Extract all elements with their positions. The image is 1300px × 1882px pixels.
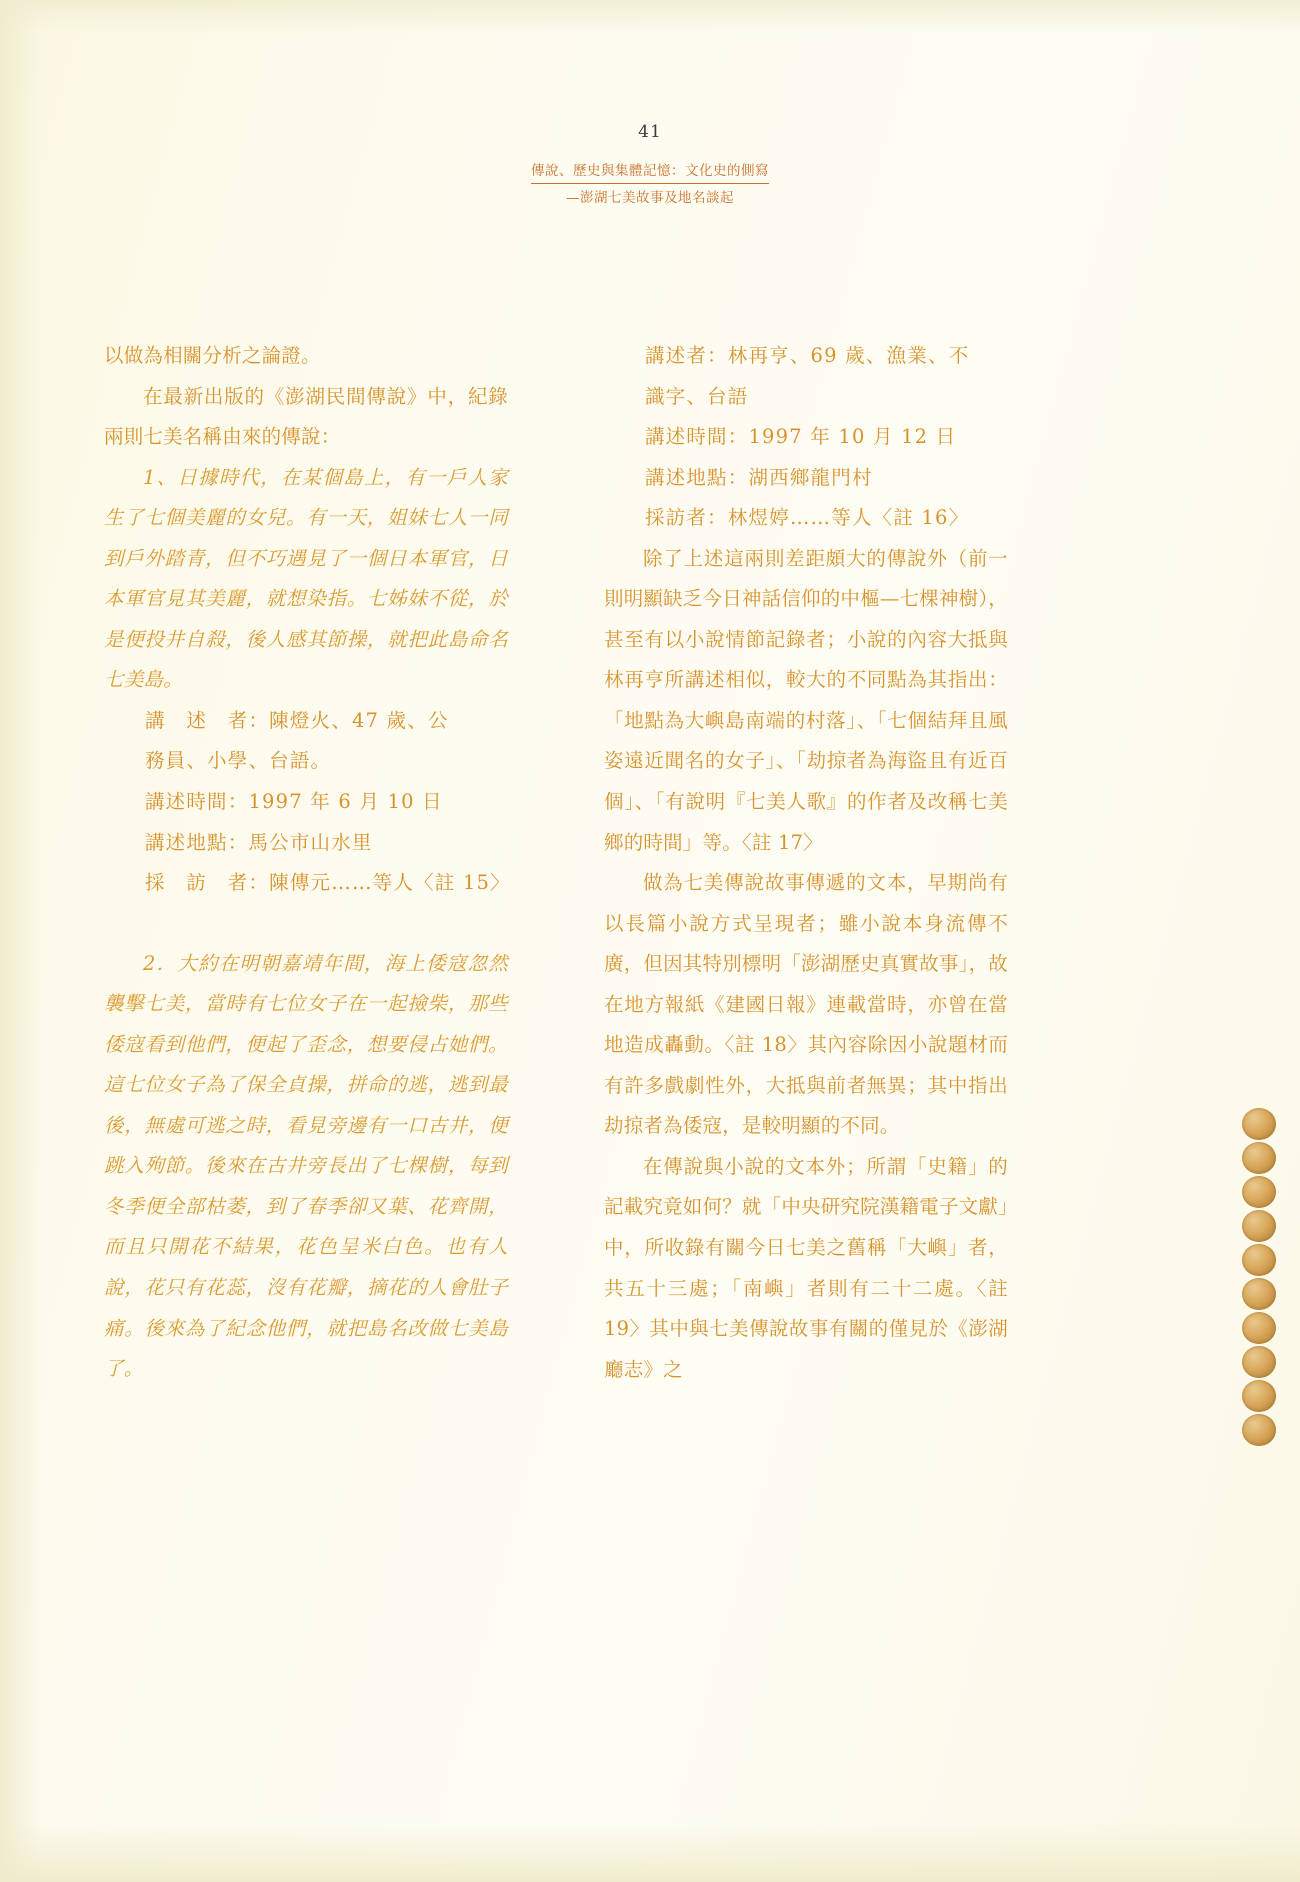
tale-1-time: 講述時間：1997 年 6 月 10 日 — [144, 790, 443, 814]
running-head — [0, 160, 1300, 210]
tale-2-place: 講述地點：湖西鄉龍門村 — [644, 465, 873, 489]
paragraph: 在最新出版的《澎湖民間傳說》中，紀錄兩則七美名稱由來的傳說： — [104, 384, 508, 449]
tale-1-place: 講述地點：馬公市山水里 — [144, 830, 373, 854]
bead — [1242, 1244, 1276, 1276]
bead — [1242, 1210, 1276, 1242]
running-head-line-1: 傳說、歷史與集體記憶：文化史的側寫 — [531, 160, 769, 184]
paragraph: 以做為相關分析之論證。 — [104, 344, 321, 367]
left-column — [104, 336, 511, 1390]
bead — [1242, 1278, 1276, 1310]
paragraph: 做為七美傳說故事傳遞的文本，早期尚有以長篇小說方式呈現者；雖小說本身流傳不廣，但因其特別標明「澎湖歷史真實故事」，故在地方報紙《建國日報》連載當時，亦曾在當地造成轟動。〈註 18〉其內容除因小說題材而有許多戲劇性外，大抵與前者無異；其中指出劫掠者為倭寇，是較明顯的不同。 — [604, 871, 1008, 1138]
tale-2-speaker: 講述者：林再亨、69 歲、漁業、不 — [644, 344, 970, 367]
right-column — [604, 336, 1008, 1390]
tale-1-speaker-cont: 務員、小學、台語。 — [144, 749, 332, 773]
bead — [1242, 1346, 1276, 1378]
tale-2-time: 講述時間：1997 年 10 月 12 日 — [644, 425, 957, 449]
page-number: 41 — [638, 122, 662, 142]
text-columns — [104, 336, 1174, 1390]
paragraph-tale-1: 1、日據時代，在某個島上，有一戶人家生了七個美麗的女兒。有一天，姐妹七人一同到戶外踏青，但不巧遇見了一個日本軍官，日本軍官見其美麗，就想染指。七姊妹不從，於是便投井自殺，後人感其節操，就把此島命名七美島。 — [104, 465, 508, 692]
tale-2-interviewer: 採訪者：林煜婷……等人〈註 16〉 — [644, 506, 970, 530]
tale-1-interviewer: 採 訪 者：陳傳元……等人〈註 15〉 — [144, 871, 511, 895]
bead — [1242, 1414, 1276, 1446]
bead — [1242, 1176, 1276, 1208]
spacer — [104, 904, 508, 944]
paper-edge-bottom — [0, 1822, 1300, 1882]
tale-1-speaker: 講 述 者：陳燈火、47 歲、公 — [144, 708, 449, 732]
tale-2-speaker-cont: 識字、台語 — [644, 384, 749, 408]
paragraph: 在傳說與小說的文本外；所謂「史籍」的記載究竟如何？就「中央研究院漢籍電子文獻」中，所收錄有關今日七美之舊稱「大嶼」者，共五十三處；「南嶼」者則有二十二處。〈註 19〉其中與七美傳說故事有關的僅見於《澎湖廳志》之 — [604, 1154, 1008, 1381]
paper-edge-top — [0, 0, 1300, 34]
paragraph: 除了上述這兩則差距頗大的傳說外（前一則明顯缺乏今日神話信仰的中樞—七棵神樹），甚至有以小說情節記錄者；小說的內容大抵與林再亨所講述相似，較大的不同點為其指出：「地點為大嶼島南端的村落」、「七個結拜且風姿遠近聞名的女子」、「劫掠者為海盜且有近百個」、「有說明『七美人歌』的作者及改稱七美鄉的時間」等。〈註 17〉 — [604, 546, 1008, 854]
bead — [1242, 1312, 1276, 1344]
paragraph-tale-2: 2．大約在明朝嘉靖年間，海上倭寇忽然襲擊七美，當時有七位女子在一起撿柴，那些倭寇看到他們，便起了歪念，想要侵占她們。這七位女子為了保全貞操，拼命的逃，逃到最後，無處可逃之時，看見旁邊有一口古井，便跳入殉節。後來在古井旁長出了七棵樹，每到冬季便全部枯萎，到了春季卻又葉、花齊開，而且只開花不結果，花色呈米白色。也有人說，花只有花蕊，沒有花瓣，摘花的人會肚子痛。後來為了紀念他們，就把島名改做七美島了。 — [104, 951, 508, 1381]
running-head-line-2: —澎湖七美故事及地名談起 — [566, 190, 734, 207]
bead — [1242, 1108, 1276, 1140]
binding-beads-decoration — [1242, 1108, 1278, 1446]
paper-edge-left — [0, 0, 42, 1882]
bead — [1242, 1380, 1276, 1412]
bead — [1242, 1142, 1276, 1174]
